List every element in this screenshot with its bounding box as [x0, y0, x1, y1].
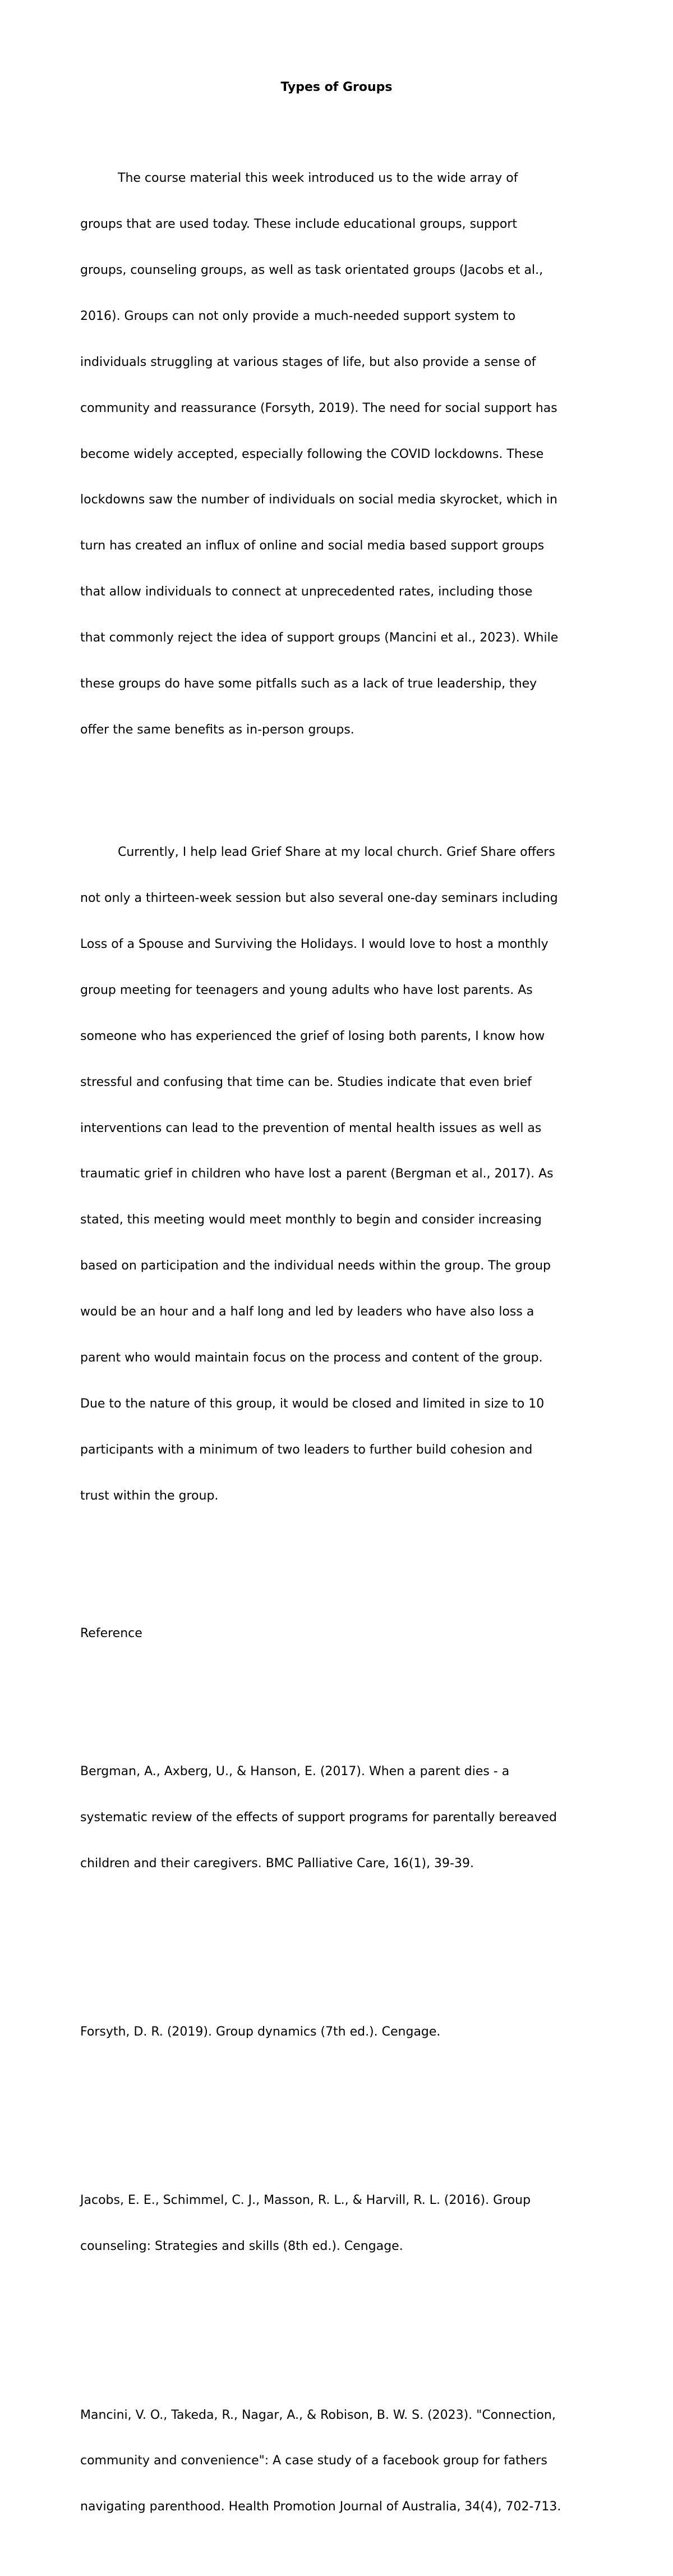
text-line: Currently, I help lead Grief Share at my local church. Grief Share offers — [118, 845, 555, 860]
text-line: parent who would maintain focus on the process and content of the group. — [80, 1351, 543, 1365]
text-line: turn has created an influx of online and social media based support groups — [80, 539, 545, 553]
text-line: stressful and confusing that time can be. Studies indicate that even brief — [80, 1075, 532, 1089]
reference-line: Jacobs, E. E., Schimmel, C. J., Masson, R. L., & Harvill, R. L. (2016). Group — [80, 2193, 531, 2208]
text-line: that commonly reject the idea of support groups (Mancini et al., 2023). While — [80, 631, 559, 645]
reference-line: community and convenience": A case study of a facebook group for fathers — [80, 2454, 547, 2468]
text-line: community and reassurance (Forsyth, 2019). The need for social support has — [80, 401, 557, 415]
text-line: based on participation and the individual needs within the group. The group — [80, 1259, 551, 1273]
reference-heading: Reference — [80, 1626, 142, 1641]
blank-line — [80, 1932, 596, 1947]
reference-entry — [80, 1733, 596, 1901]
blank-line — [80, 2101, 596, 2116]
reference-line: counseling: Strategies and skills (8th ed.). Cengage. — [80, 2239, 403, 2254]
text-line: traumatic grief in children who have lost a parent (Bergman et al., 2017). As — [80, 1167, 554, 1181]
text-line: interventions can lead to the prevention of mental health issues as well as — [80, 1121, 542, 1135]
text-line: individuals struggling at various stages of life, but also provide a sense of — [80, 355, 536, 369]
text-line: 2016). Groups can not only provide a much-needed support system to — [80, 309, 516, 323]
document-title: Types of Groups — [280, 80, 393, 94]
text-line: participants with a minimum of two leaders to further build cohesion and — [80, 1442, 533, 1457]
reference-line: Bergman, A., Axberg, U., & Hanson, E. (2017). When a parent dies - a — [80, 1764, 510, 1779]
text-line: groups, counseling groups, as well as task orientated groups (Jacobs et al., — [80, 263, 543, 277]
text-line: lockdowns saw the number of individuals on social media skyrocket, which in — [80, 493, 557, 507]
reference-entry — [80, 2377, 596, 2545]
text-line: someone who has experienced the grief of losing both parents, I know how — [80, 1029, 545, 1043]
reference-entry — [80, 2162, 596, 2285]
paragraph-1 — [80, 140, 596, 768]
text-line: groups that are used today. These include educational groups, support — [80, 217, 518, 232]
paragraph-2 — [80, 814, 596, 1534]
text-line: offer the same benefits as in-person groups. — [80, 722, 354, 737]
reference-line: systematic review of the effects of support programs for parentally bereaved — [80, 1810, 557, 1825]
text-line: that allow individuals to connect at unprecedented rates, including those — [80, 585, 533, 599]
reference-line: navigating parenthood. Health Promotion Journal of Australia, 34(4), 702-713. — [80, 2500, 561, 2514]
blank-line — [80, 2316, 596, 2331]
text-line: these groups do have some pitfalls such as a lack of true leadership, they — [80, 676, 537, 691]
text-line: Due to the nature of this group, it would be closed and limited in size to 10 — [80, 1396, 545, 1411]
reference-entry — [80, 1994, 596, 2070]
reference-line: Forsyth, D. R. (2019). Group dynamics (7th ed.). Cengage. — [80, 2025, 441, 2039]
text-line: Loss of a Spouse and Surviving the Holidays. I would love to host a monthly — [80, 937, 548, 952]
document-body — [80, 109, 596, 2576]
text-line: The course material this week introduced us to the wide array of — [118, 171, 518, 186]
reference-line: children and their caregivers. BMC Palliative Care, 16(1), 39-39. — [80, 1856, 474, 1871]
text-line: trust within the group. — [80, 1488, 219, 1503]
text-line: would be an hour and a half long and led by leaders who have also loss a — [80, 1305, 534, 1319]
text-line: group meeting for teenagers and young adults who have lost parents. As — [80, 983, 533, 997]
text-line: not only a thirteen-week session but also several one-day seminars including — [80, 891, 558, 906]
blank-line — [80, 1580, 596, 1596]
text-line: stated, this meeting would meet monthly to begin and consider increasing — [80, 1213, 542, 1227]
text-line: become widely accepted, especially following the COVID lockdowns. These — [80, 447, 544, 461]
blank-line — [80, 1672, 596, 1687]
reference-line: Mancini, V. O., Takeda, R., Nagar, A., & Robison, B. W. S. (2023). "Connection, — [80, 2408, 556, 2422]
